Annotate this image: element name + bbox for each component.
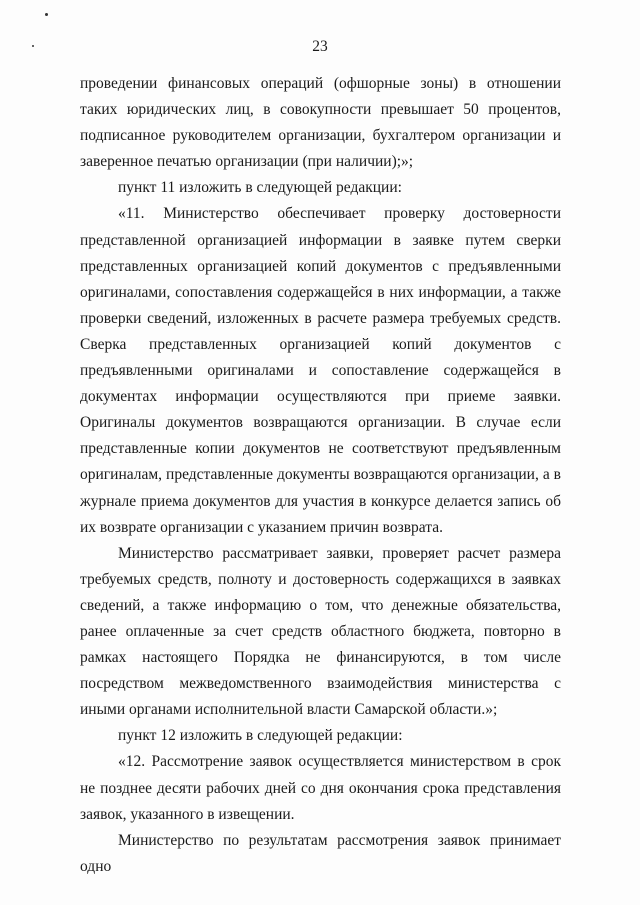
paragraph-clause-11: «11. Министерство обеспечивает проверку достоверности представленной организацией информации в заявке путем сверки представленных организацией копий документов с предъявленными оригиналами, сопоставления содержащейся в них информации, а также проверки сведений, изложенных в расчете размера требуемых средств. Сверка представленных организацией копий документов с предъявленными оригиналами и сопоставление содержащейся в документах информации осуществляются при приеме заявки. Оригиналы документов возвращаются организации. В случае если представленные копии документов не соответствуют предъявленным оригиналам, представленные документы возвращаются организации, а в журнале приема документов для участия в конкурсе делается запись об их возврате организации с указанием причин возврата. <box>80 205 561 536</box>
document-body <box>80 71 561 880</box>
page-number: 23 <box>312 38 328 55</box>
paragraph-clause-12: «12. Рассмотрение заявок осуществляется министерством в срок не позднее десяти рабочих дней со дня окончания срока представления заявок, указанного в извещении. <box>80 753 561 823</box>
paragraph-instruction-11: пункт 11 изложить в следующей редакции: <box>118 179 402 197</box>
scan-speck <box>45 13 48 16</box>
paragraph-results: Министерство по результатам рассмотрения заявок принимает одно <box>80 831 561 875</box>
paragraph-continuation: проведении финансовых операций (офшорные зоны) в отношении таких юридических лиц, в совокупности превышает 50 процентов, подписанное руководителем организации, бухгалтером организации и заверенное печатью организации (при наличии);»; <box>80 75 561 171</box>
paragraph-instruction-12: пункт 12 изложить в следующей редакции: <box>118 727 403 745</box>
paragraph-ministry-review: Министерство рассматривает заявки, проверяет расчет размера требуемых средств, полноту и достоверность содержащихся в заявках сведений, а также информацию о том, что денежные обязательства, ранее оплаченные за счет средств областного бюджета, повторно в рамках настоящего Порядка не финансируются, в том числе посредством межведомственного взаимодействия министерства с иными органами исполнительной власти Самарской области.»; <box>80 544 561 719</box>
